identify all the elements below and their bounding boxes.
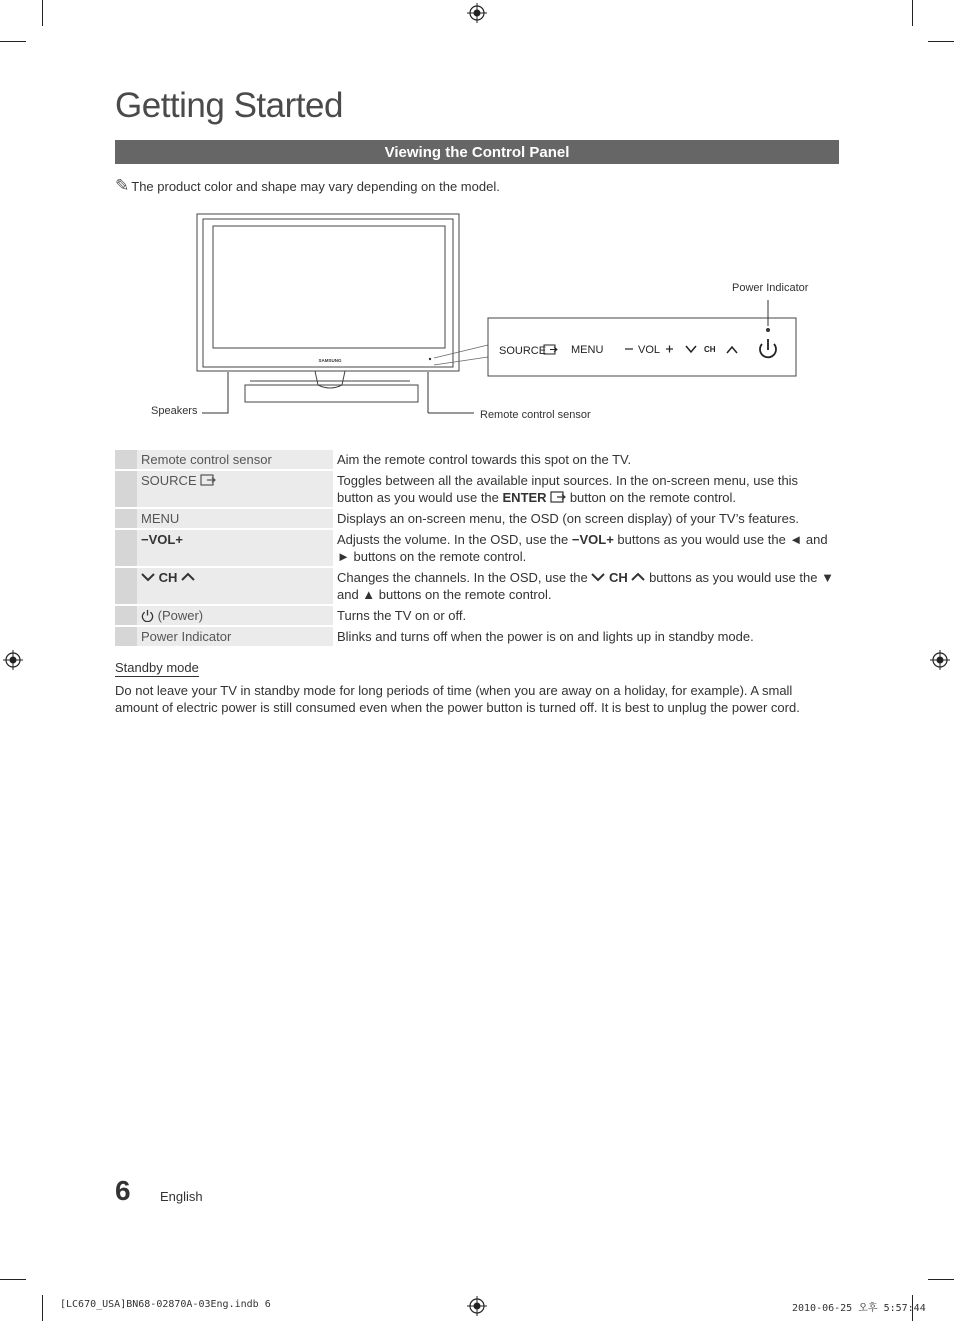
row-name: Remote control sensor bbox=[137, 450, 333, 469]
panel-vol-label: VOL bbox=[638, 344, 661, 356]
chevron-down-icon bbox=[141, 572, 155, 582]
enter-icon bbox=[550, 491, 566, 503]
label-remote-sensor: Remote control sensor bbox=[480, 409, 591, 421]
crop-mark bbox=[0, 41, 26, 42]
standby-text: Do not leave your TV in standby mode for long periods of time (when you are away on a holiday, for example). A small amount of electric power is still consumed even when the power button is turned off. It is best to unplug the power cord. bbox=[115, 683, 800, 715]
table-row bbox=[115, 471, 839, 507]
row-desc: Changes the channels. In the OSD, use the bbox=[337, 570, 588, 585]
table-row bbox=[115, 509, 839, 528]
crop-mark bbox=[928, 41, 954, 42]
panel-ch-label: CH bbox=[704, 345, 716, 354]
row-name: MENU bbox=[137, 509, 333, 528]
control-panel-table bbox=[115, 448, 839, 648]
brand-logo: SAMSUNG bbox=[318, 358, 342, 363]
power-icon bbox=[141, 609, 154, 622]
chevron-up-icon bbox=[631, 572, 645, 582]
vol-label: VOL bbox=[579, 532, 607, 547]
note-text: The product color and shape may vary depending on the model. bbox=[131, 179, 500, 194]
crop-mark bbox=[42, 1295, 43, 1321]
row-name: (Power) bbox=[157, 608, 204, 623]
table-row bbox=[115, 606, 839, 625]
plus-icon: + bbox=[606, 532, 614, 547]
page-language: English bbox=[160, 1189, 203, 1204]
panel-menu-label: MENU bbox=[571, 344, 604, 356]
row-desc: Adjusts the volume. In the OSD, use the bbox=[337, 532, 569, 547]
print-file-info: [LC670_USA]BN68-02870A-03Eng.indb 6 bbox=[60, 1299, 271, 1310]
chevron-down-icon bbox=[591, 572, 605, 582]
page-number: 6 bbox=[115, 1175, 131, 1206]
pencil-note-icon: ✎ bbox=[115, 176, 130, 195]
minus-icon: − bbox=[141, 532, 149, 547]
minus-icon: − bbox=[571, 532, 580, 547]
row-desc: Turns the TV on or off. bbox=[337, 608, 467, 623]
table-row bbox=[115, 530, 839, 566]
standby-heading: Standby mode bbox=[115, 660, 199, 675]
row-name: Power Indicator bbox=[137, 627, 333, 646]
row-desc: Displays an on-screen menu, the OSD (on screen display) of your TV’s features. bbox=[337, 511, 799, 526]
label-speakers: Speakers bbox=[151, 405, 198, 417]
chevron-up-icon bbox=[181, 572, 195, 582]
crop-mark bbox=[0, 1279, 26, 1280]
print-timestamp: 2010-06-25 오후 5:57:44 bbox=[792, 1303, 926, 1314]
table-row bbox=[115, 627, 839, 646]
enter-label: ENTER bbox=[502, 490, 547, 505]
panel-source-label: SOURCE bbox=[499, 345, 547, 357]
crop-mark bbox=[928, 1279, 954, 1280]
registration-mark-icon bbox=[930, 650, 950, 670]
registration-mark-icon bbox=[3, 650, 23, 670]
crop-mark bbox=[42, 0, 43, 26]
row-name: VOL bbox=[148, 532, 176, 547]
ch-label: CH bbox=[609, 570, 628, 585]
row-desc-end: button on the remote control. bbox=[569, 490, 737, 505]
row-desc: Aim the remote control towards this spot on the TV. bbox=[337, 452, 632, 467]
enter-icon bbox=[200, 474, 216, 486]
row-desc: Blinks and turns off when the power is on and lights up in standby mode. bbox=[337, 629, 754, 644]
row-desc-end: buttons as you would use the ◄ and ► buttons on the remote control. bbox=[337, 532, 828, 564]
page-title: Getting Started bbox=[115, 86, 343, 125]
note bbox=[115, 176, 500, 196]
label-power-indicator: Power Indicator bbox=[732, 282, 809, 294]
row-name: CH bbox=[158, 570, 178, 585]
registration-mark-icon bbox=[467, 1296, 487, 1316]
plus-icon: + bbox=[175, 532, 183, 547]
registration-mark-icon bbox=[467, 3, 487, 23]
table-row bbox=[115, 568, 839, 604]
tv-control-panel-diagram bbox=[140, 205, 820, 430]
table-row bbox=[115, 450, 839, 469]
section-heading: Viewing the Control Panel bbox=[115, 140, 839, 164]
crop-mark bbox=[912, 0, 913, 26]
remote-sensor-dot bbox=[429, 358, 431, 360]
row-name: SOURCE bbox=[141, 473, 197, 488]
row-desc: Toggles between all the available input sources. In the on-screen menu, use this button as you would use the bbox=[337, 473, 799, 505]
row-desc-end: buttons as you would use the ▼ and ▲ buttons on the remote control. bbox=[337, 570, 834, 602]
